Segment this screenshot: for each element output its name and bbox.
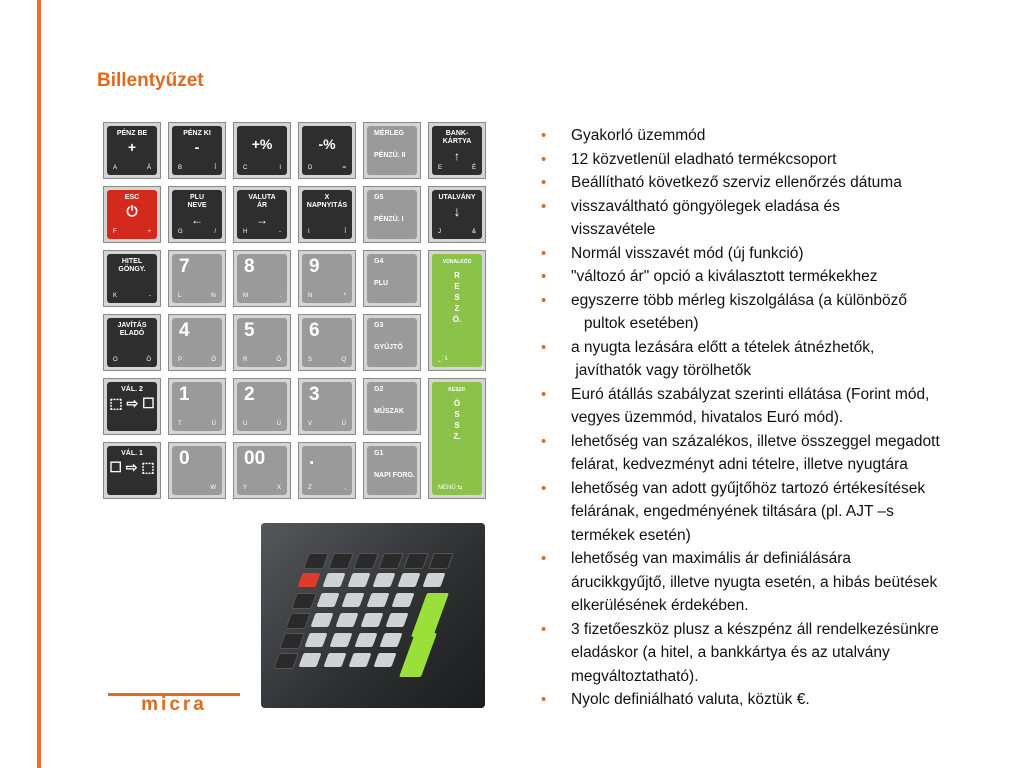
key-label: VONALKÓD <box>442 259 472 265</box>
key-letter-left: U <box>243 421 248 427</box>
key-letter-left: B <box>178 165 183 171</box>
key-val-2 <box>103 378 161 435</box>
key-label: HITEL GÖNGY. <box>118 258 146 273</box>
key-vonalkod-reszo <box>428 250 486 371</box>
key-g5 <box>363 186 421 243</box>
key-digit-5 <box>233 314 291 371</box>
key-digit-0 <box>168 442 226 499</box>
key-symbol: ↑ <box>454 149 460 163</box>
key-sublabel: PÉNZÜ. II <box>374 152 406 159</box>
key-digit-2 <box>233 378 291 435</box>
bullet-icon: • <box>541 691 547 708</box>
key-label: BANK- KÁRTYA <box>442 130 472 145</box>
key-letter-right: / <box>214 229 216 235</box>
key-label: UTALVÁNY <box>438 194 476 201</box>
keyboard-photo <box>261 523 485 708</box>
key-sublabel: GYŰJTŐ <box>374 344 403 351</box>
key-label: PLU NEVE <box>187 194 207 209</box>
feature-text: Beállítható következő szerviz ellenőrzés dátuma <box>571 174 902 191</box>
feature-text: lehetőség van adott gyűjtőhöz tartozó értékesítések felárának, engedményének tiltására (pl. AJT –s termékek esetén) <box>571 479 926 544</box>
key-digit: 9 <box>309 256 320 277</box>
bullet-icon: • <box>541 150 547 168</box>
key-letter-right: Ó <box>146 357 151 363</box>
key-letter-left: D <box>308 165 313 171</box>
feature-text: Normál visszavét mód (új funkció) <box>571 244 804 262</box>
key-letter-right: W <box>210 485 216 491</box>
key-letter-right: + <box>147 229 151 235</box>
feature-item <box>541 336 1011 383</box>
key-letter-left: R <box>243 357 248 363</box>
key-letter-right: - <box>149 293 151 299</box>
key-letter-left: N <box>308 293 313 299</box>
key-letter-left: I <box>308 229 310 235</box>
key-val-1 <box>103 442 161 499</box>
key-sublabel: MŰSZAK <box>374 408 404 415</box>
key-symbol: -% <box>318 136 336 152</box>
key-symbol: → <box>256 213 268 227</box>
key-letter-left: M <box>243 293 248 299</box>
key-minus-percent <box>298 122 356 179</box>
feature-item <box>541 171 1011 195</box>
key-letter-right: : <box>279 293 281 299</box>
key-footer: ⎵ ⁝ Ł <box>438 356 449 362</box>
feature-item <box>541 547 1011 618</box>
bullet-icon: • <box>541 620 547 638</box>
key-hitel-gongy <box>103 250 161 307</box>
key-digit: 8 <box>244 256 255 277</box>
key-digit-7 <box>168 250 226 307</box>
left-accent-line <box>37 0 41 768</box>
key-letter-left: A <box>113 165 118 171</box>
key-penz-be <box>103 122 161 179</box>
key-digit: 2 <box>244 384 255 405</box>
feature-text: Euró átállás szabályzat szerinti ellátása (Forint mód, vegyes üzemmód, hivatalos Euró mód). <box>571 385 930 426</box>
feature-text: visszaváltható göngyölegek eladása és visszavétele <box>571 197 840 238</box>
feature-item <box>541 688 1011 712</box>
feature-item <box>541 148 1011 172</box>
key-digit-8 <box>233 250 291 307</box>
feature-text: "változó ár" opció a kiválasztott termékekhez <box>571 268 878 285</box>
key-footer: MENÜ ⇆ <box>438 485 463 491</box>
key-letter-left: H <box>243 229 248 235</box>
key-label: PÉNZ BE <box>116 130 148 137</box>
feature-text: a nyugta lezására előtt a tételek átnézhetők, javíthatók vagy törölhetők <box>571 338 875 379</box>
key-letters: Ö S S Z. <box>453 399 461 441</box>
key-letter-left: Y <box>243 485 248 491</box>
key-letter-right: É <box>471 165 476 171</box>
key-letter-right: Í <box>214 165 216 171</box>
key-javitas-elado <box>103 314 161 371</box>
key-label: G5 <box>374 194 384 201</box>
key-label: VÁL. 1 <box>121 450 143 457</box>
key-digit: 4 <box>179 320 190 341</box>
key-label: G2 <box>374 386 384 393</box>
micra-logo <box>108 690 240 712</box>
key-letter-right: Á <box>146 165 151 171</box>
key-g3 <box>363 314 421 371</box>
key-dot <box>298 442 356 499</box>
key-g4 <box>363 250 421 307</box>
feature-item <box>541 265 1011 289</box>
key-letter-right: Ő <box>276 357 281 363</box>
key-letter-left: J <box>438 229 441 235</box>
key-letter-left: V <box>308 421 313 427</box>
key-letter-right: , <box>344 485 346 491</box>
key-digit-3 <box>298 378 356 435</box>
feature-item <box>541 618 1011 689</box>
key-label: PÉNZ KI <box>183 130 211 137</box>
key-digit: 0 <box>179 448 190 469</box>
bullet-icon: • <box>541 268 547 285</box>
key-letter-right: * <box>343 293 346 299</box>
key-letter-left: L <box>178 293 182 299</box>
key-sublabel: PÉNZÜ. I <box>374 216 404 223</box>
key-digit-00 <box>233 442 291 499</box>
key-symbol: - <box>194 139 200 155</box>
key-digit: 5 <box>244 320 255 341</box>
key-digit-1 <box>168 378 226 435</box>
feature-text: 3 fizetőeszköz plusz a készpénz áll rendelkezésünkre eladáskor (a hitel, a bankkártya és az utalvány megváltoztatható). <box>571 620 939 685</box>
bullet-icon: • <box>541 385 547 403</box>
key-letter-right: & <box>471 229 476 235</box>
key-keszp-ossz <box>428 378 486 499</box>
feature-item <box>541 195 1011 242</box>
key-letter-right: Ú <box>276 421 281 427</box>
key-letter-right: Q <box>341 357 346 363</box>
key-label: JAVÍTÁS ELADÓ <box>117 322 147 337</box>
feature-text: Nyolc definiálható valuta, köztük €. <box>571 691 810 708</box>
key-digit-9 <box>298 250 356 307</box>
feature-item <box>541 477 1011 548</box>
key-label: ESC <box>124 194 140 201</box>
key-label: G3 <box>374 322 384 329</box>
key-digit: 1 <box>179 384 190 405</box>
key-valuta-ar <box>233 186 291 243</box>
key-merleg <box>363 122 421 179</box>
key-letter-left: K <box>113 293 118 299</box>
key-label: X NAPNYITÁS <box>306 194 348 209</box>
key-bankkartya <box>428 122 486 179</box>
bullet-icon: • <box>541 244 547 262</box>
key-letter-right: X <box>276 485 281 491</box>
key-letter-left: S <box>308 357 313 363</box>
feature-item <box>541 430 1011 477</box>
key-letter-right: % <box>210 293 216 299</box>
bullet-icon: • <box>541 479 547 497</box>
key-letter-right: = <box>342 165 346 171</box>
key-digit-4 <box>168 314 226 371</box>
key-letter-left: Z <box>308 485 312 491</box>
bullet-icon: • <box>541 550 547 567</box>
feature-item <box>541 242 1011 266</box>
slide-title: Billentyűzet <box>97 70 204 91</box>
key-letter-left: E <box>438 165 443 171</box>
key-digit: 3 <box>309 384 320 405</box>
key-digit: 7 <box>179 256 190 277</box>
bullet-icon: • <box>541 174 547 191</box>
key-label: G1 <box>374 450 384 457</box>
key-label: VÁL. 2 <box>121 386 143 393</box>
key-digit: 00 <box>244 448 266 469</box>
key-esc <box>103 186 161 243</box>
feature-text: lehetőség van százalékos, illetve összeggel megadott felárat, kedvezményt adni tételre, illetve nyugtára <box>571 432 940 473</box>
key-plus-percent <box>233 122 291 179</box>
key-symbol: ← <box>191 213 203 227</box>
key-letter-right: Ö <box>211 357 216 363</box>
key-label: VALUTA ÁR <box>248 194 276 209</box>
feature-text: 12 közvetlenül eladható termékcsoport <box>571 150 837 168</box>
key-letter-right: I <box>279 165 281 171</box>
key-utalvany <box>428 186 486 243</box>
key-letter-left: O <box>113 357 118 363</box>
key-sublabel: PLU <box>374 280 388 287</box>
bullet-icon: • <box>541 197 547 215</box>
key-label: G4 <box>374 258 384 265</box>
feature-list <box>541 124 1011 712</box>
feature-text: Gyakorló üzemmód <box>571 127 706 144</box>
feature-item <box>541 383 1011 430</box>
key-symbol: ☐ ⇨ ⬚ <box>109 459 155 475</box>
logo-text: micra <box>141 694 207 712</box>
bullet-icon: • <box>541 432 547 450</box>
key-letter-right: Ü <box>211 421 216 427</box>
key-x-napnyitas <box>298 186 356 243</box>
key-letter-left: C <box>243 165 248 171</box>
key-symbol: ⏻ <box>126 203 138 219</box>
feature-item <box>541 124 1011 148</box>
feature-text: egyszerre több mérleg kiszolgálása (a különböző pultok esetében) <box>571 291 908 332</box>
key-digit-6 <box>298 314 356 371</box>
key-digit: 6 <box>309 320 320 341</box>
key-letter-right: Ü <box>341 421 346 427</box>
key-letter-right: - <box>279 229 281 235</box>
feature-text: lehetőség van maximális ár definiálására árucikkgyűjtő, illetve nyugta esetén, a hibás beütések elkerülésének érdekében. <box>571 550 938 614</box>
key-symbol: ↓ <box>453 203 461 219</box>
key-digit: . <box>309 448 315 469</box>
key-letter-left: T <box>178 421 182 427</box>
key-sublabel: NAPI FORG. <box>374 472 415 479</box>
key-label: KESZP. <box>448 387 466 393</box>
key-g1 <box>363 442 421 499</box>
key-label: MÉRLEG <box>374 130 404 137</box>
key-letter-left: F <box>113 229 117 235</box>
feature-item <box>541 289 1011 336</box>
key-letters: R E S Z Ö. <box>452 271 462 324</box>
key-plu-neve <box>168 186 226 243</box>
bullet-icon: • <box>541 338 547 356</box>
key-symbol: ⬚ ⇨ ☐ <box>109 395 155 411</box>
bullet-icon: • <box>541 291 547 309</box>
key-symbol: +% <box>251 136 273 152</box>
key-letter-right: Í <box>344 229 346 235</box>
key-letter-left: G <box>178 229 183 235</box>
key-g2 <box>363 378 421 435</box>
key-letter-left: P <box>178 357 183 363</box>
bullet-icon: • <box>541 127 547 144</box>
key-symbol: + <box>127 139 137 155</box>
key-penz-ki <box>168 122 226 179</box>
keypad-image <box>103 122 487 506</box>
